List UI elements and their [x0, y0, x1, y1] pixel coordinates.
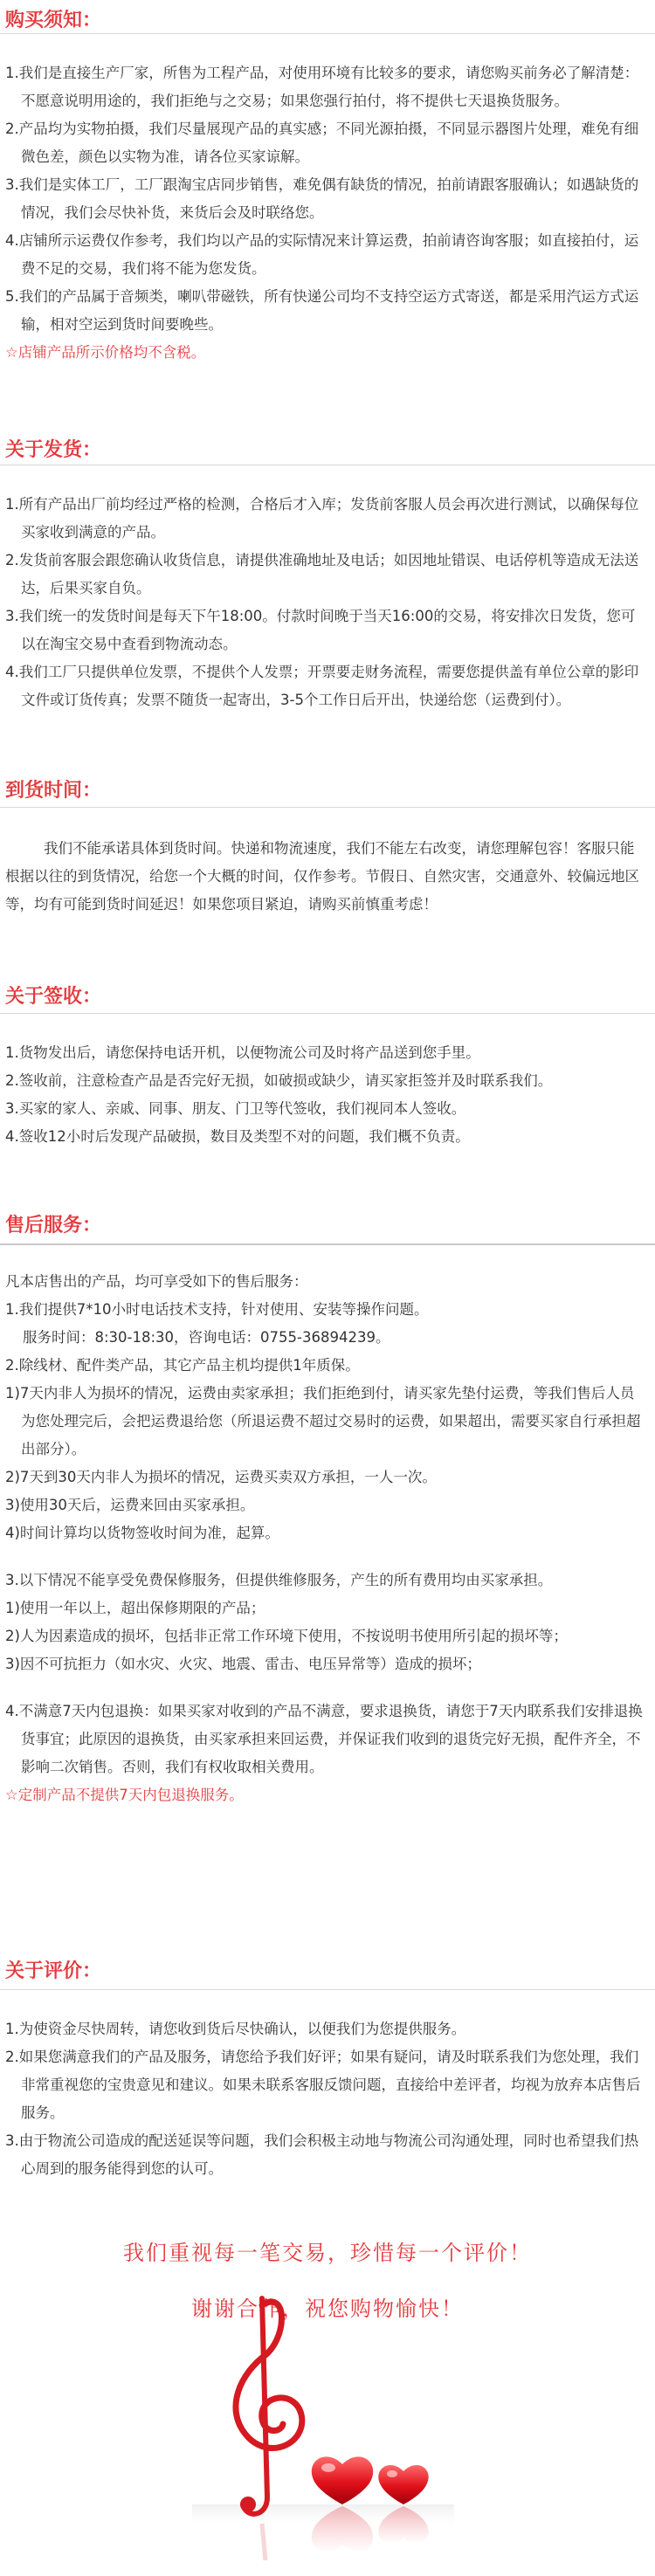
aftersales-exclusion-intro: 3.以下情况不能享受免费保修服务，但提供维修服务，产生的所有费用均由买家承担。	[5, 1572, 553, 1588]
aftersales-case: 2)7天到30天内非人为损坏的情况，运费买卖双方承担，一人一次。	[5, 1469, 437, 1485]
closing-line-1: 我们重视每一笔交易，珍惜每一个评价！	[123, 2241, 532, 2265]
aftersales-case: 3)使用30天后，运费来回由买家承担。	[5, 1497, 255, 1513]
receipt-section	[5, 1039, 648, 1151]
music-hearts-decoration	[0, 2235, 655, 2576]
receipt-divider	[0, 1013, 655, 1014]
purchase-item: 5.我们的产品属于音频类，喇叭带磁铁，所有快递公司均不支持空运方式寄送，都是采用汽运方式运输，相对空运到货时间要晚些。	[5, 288, 639, 333]
aftersales-intro: 凡本店售出的产品，均可享受如下的售后服务：	[5, 1273, 308, 1290]
purchase-title: 购买须知：	[5, 10, 102, 31]
aftersales-custom-note: ☆定制产品不提供7天内包退换服务。	[5, 1787, 244, 1803]
shipping-item: 2.发货前客服会跟您确认收货信息，请提供准确地址及电话；如因地址错误、电话停机等造成无法送达，后果买家自负。	[5, 552, 639, 596]
shipping-item: 1.所有产品出厂前均经过严格的检测，合格后才入库；发货前客服人员会再次进行测试，以确保每位买家收到满意的产品。	[5, 496, 639, 541]
purchase-item: 1.我们是直接生产厂家，所售为工程产品，对使用环境有比较多的要求，请您购买前务必了解清楚：不愿意说明用途的，我们拒绝与之交易；如果您强行拍付，将不提供七天退换货服务。	[5, 65, 639, 109]
closing-line-2: 谢谢合作，祝您购物愉快！	[191, 2297, 464, 2321]
aftersales-warranty: 2.除线材、配件类产品，其它产品主机均提供1年质保。	[5, 1357, 360, 1374]
review-item: 2.如果您满意我们的产品及服务，请您给予我们好评；如果有疑问，请及时联系我们为您处理，我们非常重视您的宝贵意见和建议。如果未联系客服反馈问题，直接给中差评者，均视为放弃本店售后服务。	[5, 2049, 641, 2121]
purchase-tax-note: ☆店铺产品所示价格均不含税。	[5, 344, 206, 361]
aftersales-exclusion: 3)因不可抗拒力（如水灾、火灾、地震、雷击、电压异常等）造成的损坏；	[5, 1656, 481, 1672]
receipt-item: 3.买家的家人、亲戚、同事、朋友、门卫等代签收，我们视同本人签收。	[5, 1100, 466, 1117]
arrival-section	[5, 835, 648, 919]
review-section	[5, 2015, 648, 2183]
aftersales-service-time: 服务时间：8:30-18:30，咨询电话：0755-36894239。	[23, 1329, 390, 1346]
receipt-title: 关于签收：	[5, 986, 102, 1008]
arrival-title: 到货时间：	[5, 780, 102, 802]
aftersales-case: 1)7天内非人为损坏的情况，运费由卖家承担；我们拒绝到付，请买家先垫付运费，等我们售后人员为您处理完后，会把运费退给您（所退运费不超过交易时的运费，如果超出，需要买家自行承担超出部分）。	[5, 1385, 641, 1457]
aftersales-section	[5, 1268, 648, 1809]
purchase-item: 4.店铺所示运费仅作参考，我们均以产品的实际情况来计算运费，拍前请咨询客服；如直接拍付，运费不足的交易，我们将不能为您发货。	[5, 232, 639, 277]
aftersales-exclusion: 2)人为因素造成的损坏，包括非正常工作环境下使用，不按说明书使用所引起的损坏等；	[5, 1628, 568, 1644]
aftersales-title: 售后服务：	[5, 1215, 102, 1236]
shipping-section	[5, 491, 648, 714]
purchase-item: 3.我们是实体工厂，工厂跟淘宝店同步销售，难免偶有缺货的情况，拍前请跟客服确认；如遇缺货的情况，我们会尽快补货，来货后会及时联络您。	[5, 176, 639, 221]
receipt-item: 2.签收前，注意检查产品是否完好无损，如破损或缺少，请买家拒签并及时联系我们。	[5, 1072, 553, 1089]
aftersales-exclusion: 1)使用一年以上，超出保修期限的产品；	[5, 1600, 265, 1616]
receipt-item: 1.货物发出后，请您保持电话开机，以便物流公司及时将产品送到您手里。	[5, 1044, 480, 1061]
aftersales-divider	[0, 1243, 655, 1245]
aftersales-return-policy: 4.不满意7天内包退换：如果买家对收到的产品不满意，要求退换货，请您于7天内联系我们安排退换货事宜；此原因的退换货，由买家承担来回运费，并保证我们收到的退货完好无损，配件齐全，不影响二次销售。否则，我们有权收取相关费用。	[5, 1703, 643, 1775]
review-divider	[0, 1989, 655, 1990]
purchase-section	[5, 59, 648, 367]
arrival-text: 我们不能承诺具体到货时间。快递和物流速度，我们不能左右改变，请您理解包容！客服只能根据以往的到货情况，给您一个大概的时间，仅作参考。节假日、自然灾害，交通意外、较偏远地区等，均有可能到货时间延迟！如果您项目紧迫，请购买前慎重考虑！	[5, 840, 639, 913]
shipping-item: 3.我们统一的发货时间是每天下午18:00。付款时间晚于当天16:00的交易，将安排次日发货，您可以在淘宝交易中查看到物流动态。	[5, 608, 636, 652]
aftersales-case: 4)时间计算均以货物签收时间为准，起算。	[5, 1525, 279, 1541]
shipping-item: 4.我们工厂只提供单位发票，不提供个人发票；开票要走财务流程，需要您提供盖有单位公章的影印文件或订货传真；发票不随货一起寄出，3-5个工作日后开出，快递给您（运费到付）。	[5, 664, 639, 708]
shipping-title: 关于发货：	[5, 439, 102, 461]
review-title: 关于评价：	[5, 1960, 102, 1982]
receipt-item: 4.签收12小时后发现产品破损，数目及类型不对的问题，我们概不负责。	[5, 1128, 470, 1145]
review-item: 1.为使资金尽快周转，请您收到货后尽快确认，以便我们为您提供服务。	[5, 2021, 466, 2037]
review-item: 3.由于物流公司造成的配送延误等问题，我们会积极主动地与物流公司沟通处理，同时也希望我们热心周到的服务能得到您的认可。	[5, 2132, 639, 2177]
purchase-item: 2.产品均为实物拍摄，我们尽量展现产品的真实感；不同光源拍摄，不同显示器图片处理，难免有细微色差，颜色以实物为准，请各位买家谅解。	[5, 121, 639, 165]
purchase-divider	[0, 33, 655, 34]
aftersales-support: 1.我们提供7*10小时电话技术支持，针对使用、安装等操作问题。	[5, 1301, 429, 1318]
arrival-divider	[0, 807, 655, 808]
